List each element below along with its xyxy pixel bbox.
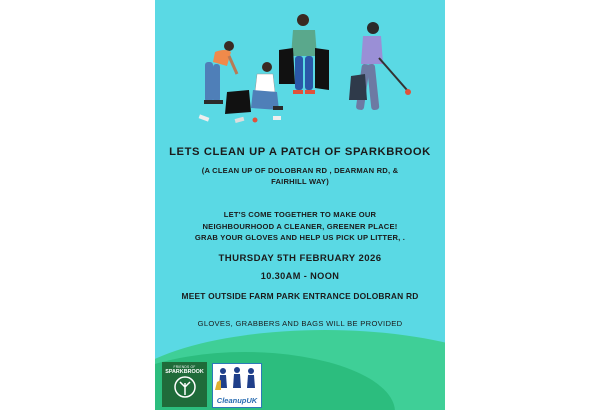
subtitle-line: (A CLEAN UP OF DOLOBRAN RD , DEARMAN RD, & <box>201 166 399 175</box>
tree-icon <box>170 375 200 401</box>
volunteer-standing-figure <box>279 14 329 94</box>
provided-note: GLOVES, GRABBERS AND BAGS WILL BE PROVIDED <box>197 319 403 328</box>
body-line: GRAB YOUR GLOVES AND HELP US PICK UP LITTER, . <box>194 233 406 242</box>
event-date: THURSDAY 5TH FEBRUARY 2026 <box>218 253 382 264</box>
volunteer-kneeling-figure <box>251 62 283 110</box>
friends-of-sparkbrook-logo <box>162 362 207 407</box>
event-poster <box>155 0 445 410</box>
poster-title: LETS CLEAN UP A PATCH OF SPARKBROOK <box>169 146 431 158</box>
body-line: NEIGHBOURHOOD A CLEANER, GREENER PLACE! <box>202 221 398 231</box>
logo-small-text: FRIENDS OF <box>173 365 196 369</box>
volunteers-illustration <box>155 0 445 135</box>
cleanupuk-name: CleanupUK <box>216 396 258 405</box>
meeting-point: MEET OUTSIDE FARM PARK ENTRANCE DOLOBRAN RD <box>181 291 419 301</box>
subtitle-line: FAIRHILL WAY) <box>271 177 329 186</box>
body-line: LET'S COME TOGETHER TO MAKE OUR <box>223 210 377 219</box>
poster-subtitle <box>155 165 445 187</box>
poster-body <box>155 209 445 244</box>
cleanupuk-logo <box>212 363 262 408</box>
volunteer-grabber-figure <box>349 22 411 110</box>
event-time: 10.30AM - NOON <box>260 271 340 281</box>
cleanup-figures-icon <box>213 364 261 394</box>
logo-name: SPARKBROOK <box>165 369 204 375</box>
